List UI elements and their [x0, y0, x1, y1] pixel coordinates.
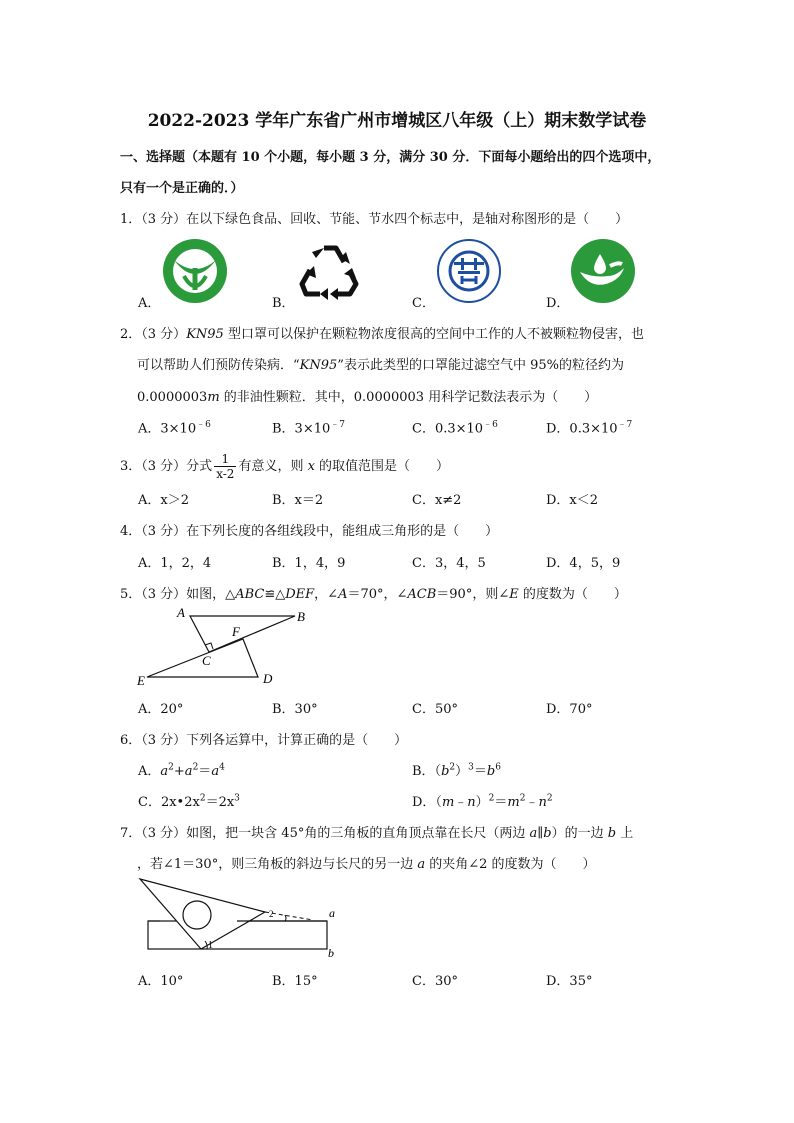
- q2-option-a: A．$3\times 10^{﹣6}$: [138, 420, 211, 437]
- q1-option-b-label: B．: [272, 296, 295, 311]
- q7-label-angle1: 1: [208, 940, 213, 951]
- q6-stem: 6．（3 分）下列各运算中，计算正确的是（ ）: [120, 733, 408, 748]
- q1-stem: 1．（3 分）在以下绿色食品、回收、节能、节水四个标志中，是轴对称图形的是（ ）: [120, 212, 629, 227]
- q7-ruler-triangle-figure: [135, 875, 345, 960]
- q5-option-d: D．70°: [546, 702, 593, 717]
- q1-option-a-label: A．: [138, 296, 161, 311]
- q1-option-d-label: D．: [546, 296, 570, 311]
- section-header-line1: 一、选择题（本题有 10 个小题，每小题 3 分，满分 30 分．下面每小题给出的四个选项中，: [120, 150, 661, 165]
- q5-label-d: D: [263, 671, 273, 686]
- q3-fraction-denominator: x-2: [216, 467, 235, 481]
- q1-option-c-label: C．: [412, 296, 435, 311]
- q4-option-a: A．1，2，4: [138, 556, 212, 571]
- q4-stem: 4．（3 分）在下列长度的各组线段中，能组成三角形的是（ ）: [120, 524, 499, 539]
- q6-option-b: B．$(b^2)^3=b^6$: [412, 762, 501, 779]
- q5-triangle-figure: [135, 605, 315, 690]
- q7-option-d: D．35°: [546, 974, 593, 989]
- q2-option-b: B．$3\times 10^{﹣7}$: [272, 420, 345, 437]
- q5-label-a: A: [177, 605, 185, 620]
- q4-option-d: D．4，5，9: [546, 556, 621, 571]
- q2-option-c: C．$0.3\times 10^{﹣6}$: [412, 420, 498, 437]
- q6-option-a: A．$a^2+a^2=a^4$: [138, 762, 225, 779]
- q3-stem: 3．（3 分）分式 $\frac{1}{x-2}$ 有意义，则 x 的取值范围是（ ）: [120, 452, 450, 481]
- q7-option-a: A．10°: [138, 974, 184, 989]
- q5-option-c: C．50°: [412, 702, 458, 717]
- q3-option-c: C．x≠2: [412, 493, 462, 508]
- q5-option-a: A．20°: [138, 702, 184, 717]
- q7-label-angle2: 2: [269, 909, 274, 919]
- q7-line2: ，若∠1＝30°，则三角板的斜边与长尺的另一边 a 的夹角∠2 的度数为（ ）: [137, 857, 596, 872]
- energy-saving-logo-icon: [436, 238, 502, 304]
- q3-option-d: D．x＜2: [546, 493, 599, 508]
- q6-option-d: D．$(m﹣n)^2=m^2﹣n^2$: [412, 793, 553, 810]
- green-food-logo-icon: [162, 238, 228, 304]
- q5-stem: 5．（3 分）如图，△ABC≌△DEF，∠A＝70°，∠ACB＝90°，则∠E 的度数为（ ）: [120, 587, 627, 602]
- q7-label-a: a: [329, 906, 335, 920]
- q3-fraction-numerator: 1: [214, 452, 236, 467]
- q2-line1: 2．（3 分）KN95 型口罩可以保护在颗粒物浓度很高的空间中工作的人不被颗粒物侵害，也: [120, 327, 644, 342]
- q5-label-b: B: [297, 609, 305, 624]
- water-saving-logo-icon: [570, 238, 636, 304]
- q7-option-b: B．15°: [272, 974, 318, 989]
- section-header-line2: 只有一个是正确的．）: [120, 181, 244, 196]
- q7-label-b: b: [328, 946, 334, 960]
- q2-option-d: D．$0.3\times 10^{﹣7}$: [546, 420, 633, 437]
- q4-option-b: B．1，4，9: [272, 556, 346, 571]
- q2-line2: 可以帮助人们预防传染病．“KN95”表示此类型的口罩能过滤空气中 95%的粒径约为: [137, 358, 624, 373]
- q6-option-c: C．$2x•2x^2=2x^3$: [138, 793, 240, 810]
- q5-label-e: E: [137, 673, 145, 688]
- page-title: 2022-2023 学年广东省广州市增城区八年级（上）期末数学试卷: [147, 111, 647, 131]
- q7-line1: 7．（3 分）如图，把一块含 45°角的三角板的直角顶点靠在长尺（两边 a∥b）的一边 b 上: [120, 826, 634, 841]
- q7-option-c: C．30°: [412, 974, 458, 989]
- q4-option-c: C．3，4，5: [412, 556, 486, 571]
- q3-option-a: A．x＞2: [138, 493, 189, 508]
- q3-option-b: B．x＝2: [272, 493, 324, 508]
- q5-option-b: B．30°: [272, 702, 318, 717]
- q2-line3: 0.0000003m 的非油性颗粒．其中，0.0000003 用科学记数法表示为（ ）: [137, 390, 598, 405]
- recycle-logo-icon: [298, 238, 362, 304]
- q5-label-c: C: [202, 653, 211, 668]
- q5-label-f: F: [232, 624, 240, 639]
